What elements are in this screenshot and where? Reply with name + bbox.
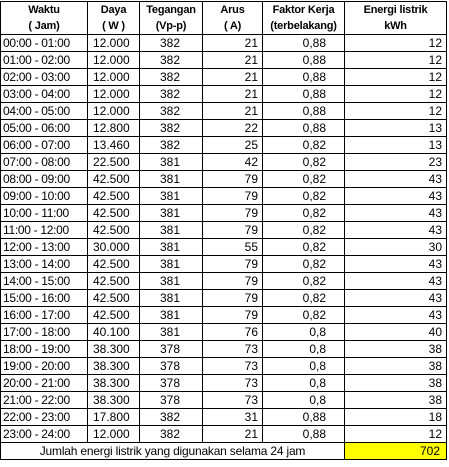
cell-waktu: 01:00 - 02:00	[1, 52, 88, 69]
cell-faktor-kerja: 0,88	[263, 120, 345, 137]
table-row	[1, 52, 447, 69]
cell-arus: 79	[203, 290, 263, 307]
table-row	[1, 154, 447, 171]
cell-tegangan: 382	[140, 103, 203, 120]
cell-daya: 42.500	[88, 290, 140, 307]
cell-energi: 13	[345, 120, 447, 137]
cell-tegangan: 382	[140, 86, 203, 103]
table-row	[1, 239, 447, 256]
cell-waktu: 00:00 - 01:00	[1, 35, 88, 52]
table-row	[1, 171, 447, 188]
cell-daya: 42.500	[88, 171, 140, 188]
cell-faktor-kerja: 0,88	[263, 35, 345, 52]
cell-daya: 42.500	[88, 188, 140, 205]
table-row	[1, 205, 447, 222]
cell-tegangan: 381	[140, 205, 203, 222]
table-row	[1, 324, 447, 341]
cell-arus: 22	[203, 120, 263, 137]
table-row	[1, 307, 447, 324]
header-unit-watt: ( W )	[88, 18, 140, 35]
cell-waktu: 03:00 - 04:00	[1, 86, 88, 103]
table-row	[1, 273, 447, 290]
table-row	[1, 222, 447, 239]
header-unit-terbelakang: (terbelakang)	[263, 18, 345, 35]
cell-faktor-kerja: 0,88	[263, 426, 345, 443]
cell-energi: 30	[345, 239, 447, 256]
cell-arus: 79	[203, 171, 263, 188]
total-row	[1, 443, 447, 460]
cell-tegangan: 382	[140, 35, 203, 52]
table-footer	[1, 443, 447, 460]
table-row	[1, 103, 447, 120]
cell-energi: 38	[345, 341, 447, 358]
table-row	[1, 188, 447, 205]
header-unit-kwh: kWh	[345, 18, 447, 35]
cell-arus: 21	[203, 426, 263, 443]
table-row	[1, 375, 447, 392]
cell-waktu: 17:00 - 18:00	[1, 324, 88, 341]
cell-tegangan: 378	[140, 341, 203, 358]
table-header	[1, 2, 447, 35]
cell-waktu: 08:00 - 09:00	[1, 171, 88, 188]
cell-faktor-kerja: 0,8	[263, 375, 345, 392]
cell-waktu: 05:00 - 06:00	[1, 120, 88, 137]
cell-faktor-kerja: 0,88	[263, 103, 345, 120]
cell-faktor-kerja: 0,8	[263, 341, 345, 358]
cell-arus: 21	[203, 69, 263, 86]
cell-arus: 79	[203, 205, 263, 222]
header-tegangan: Tegangan	[140, 2, 203, 19]
cell-daya: 30.000	[88, 239, 140, 256]
cell-waktu: 21:00 - 22:00	[1, 392, 88, 409]
cell-waktu: 13:00 - 14:00	[1, 256, 88, 273]
cell-arus: 25	[203, 137, 263, 154]
cell-faktor-kerja: 0,88	[263, 52, 345, 69]
cell-arus: 79	[203, 307, 263, 324]
cell-daya: 12.800	[88, 120, 140, 137]
cell-arus: 79	[203, 188, 263, 205]
cell-arus: 31	[203, 409, 263, 426]
header-row-top	[1, 2, 447, 19]
cell-tegangan: 378	[140, 358, 203, 375]
energy-table-container	[0, 1, 447, 460]
cell-tegangan: 381	[140, 188, 203, 205]
cell-waktu: 23:00 - 24:00	[1, 426, 88, 443]
cell-energi: 38	[345, 358, 447, 375]
cell-energi: 12	[345, 35, 447, 52]
cell-waktu: 11:00 - 12:00	[1, 222, 88, 239]
cell-energi: 12	[345, 86, 447, 103]
cell-tegangan: 381	[140, 171, 203, 188]
cell-faktor-kerja: 0,82	[263, 290, 345, 307]
cell-tegangan: 382	[140, 137, 203, 154]
cell-arus: 73	[203, 392, 263, 409]
header-faktor-kerja: Faktor Kerja	[263, 2, 345, 19]
cell-daya: 13.460	[88, 137, 140, 154]
header-unit-vpp: (Vp-p)	[140, 18, 203, 35]
cell-tegangan: 382	[140, 69, 203, 86]
cell-faktor-kerja: 0,88	[263, 86, 345, 103]
cell-faktor-kerja: 0,82	[263, 171, 345, 188]
header-unit-ampere: ( A)	[203, 18, 263, 35]
cell-energi: 40	[345, 324, 447, 341]
cell-daya: 22.500	[88, 154, 140, 171]
cell-waktu: 06:00 - 07:00	[1, 137, 88, 154]
cell-arus: 21	[203, 86, 263, 103]
cell-daya: 12.000	[88, 69, 140, 86]
cell-energi: 12	[345, 69, 447, 86]
table-row	[1, 392, 447, 409]
cell-daya: 38.300	[88, 375, 140, 392]
cell-daya: 38.300	[88, 392, 140, 409]
cell-waktu: 16:00 - 17:00	[1, 307, 88, 324]
cell-daya: 17.800	[88, 409, 140, 426]
cell-daya: 12.000	[88, 35, 140, 52]
cell-arus: 79	[203, 273, 263, 290]
table-row	[1, 69, 447, 86]
cell-waktu: 04:00 - 05:00	[1, 103, 88, 120]
cell-arus: 79	[203, 222, 263, 239]
cell-faktor-kerja: 0,82	[263, 273, 345, 290]
table-row	[1, 35, 447, 52]
cell-waktu: 18:00 - 19:00	[1, 341, 88, 358]
cell-tegangan: 378	[140, 392, 203, 409]
cell-arus: 73	[203, 375, 263, 392]
table-row	[1, 358, 447, 375]
cell-tegangan: 381	[140, 222, 203, 239]
cell-energi: 23	[345, 154, 447, 171]
cell-energi: 43	[345, 222, 447, 239]
table-body	[1, 35, 447, 443]
cell-faktor-kerja: 0,82	[263, 188, 345, 205]
header-arus: Arus	[203, 2, 263, 19]
cell-daya: 12.000	[88, 52, 140, 69]
cell-waktu: 19:00 - 20:00	[1, 358, 88, 375]
table-row	[1, 409, 447, 426]
cell-energi: 38	[345, 392, 447, 409]
cell-waktu: 22:00 - 23:00	[1, 409, 88, 426]
table-row	[1, 256, 447, 273]
cell-arus: 21	[203, 52, 263, 69]
cell-energi: 43	[345, 256, 447, 273]
cell-waktu: 09:00 - 10:00	[1, 188, 88, 205]
cell-tegangan: 381	[140, 307, 203, 324]
cell-tegangan: 381	[140, 290, 203, 307]
cell-tegangan: 382	[140, 52, 203, 69]
cell-daya: 38.300	[88, 358, 140, 375]
cell-tegangan: 382	[140, 409, 203, 426]
cell-energi: 12	[345, 103, 447, 120]
cell-faktor-kerja: 0,82	[263, 239, 345, 256]
table-row	[1, 137, 447, 154]
header-waktu: Waktu	[1, 2, 88, 19]
table-row	[1, 120, 447, 137]
cell-arus: 73	[203, 341, 263, 358]
header-row-units	[1, 18, 447, 35]
cell-daya: 42.500	[88, 256, 140, 273]
total-label: Jumlah energi listrik yang digunakan selama 24 jam	[1, 443, 345, 460]
cell-faktor-kerja: 0,88	[263, 409, 345, 426]
cell-daya: 42.500	[88, 205, 140, 222]
energy-table	[0, 1, 447, 460]
table-row	[1, 426, 447, 443]
cell-energi: 12	[345, 426, 447, 443]
cell-energi: 43	[345, 171, 447, 188]
cell-waktu: 02:00 - 03:00	[1, 69, 88, 86]
cell-tegangan: 381	[140, 256, 203, 273]
cell-energi: 43	[345, 205, 447, 222]
cell-arus: 76	[203, 324, 263, 341]
cell-daya: 38.300	[88, 341, 140, 358]
cell-waktu: 07:00 - 08:00	[1, 154, 88, 171]
header-unit-jam: ( Jam)	[1, 18, 88, 35]
table-row	[1, 290, 447, 307]
cell-waktu: 10:00 - 11:00	[1, 205, 88, 222]
cell-tegangan: 382	[140, 426, 203, 443]
cell-faktor-kerja: 0,82	[263, 222, 345, 239]
cell-faktor-kerja: 0,8	[263, 324, 345, 341]
cell-arus: 21	[203, 35, 263, 52]
cell-faktor-kerja: 0,82	[263, 154, 345, 171]
table-row	[1, 341, 447, 358]
cell-arus: 21	[203, 103, 263, 120]
cell-faktor-kerja: 0,8	[263, 392, 345, 409]
cell-waktu: 15:00 - 16:00	[1, 290, 88, 307]
cell-tegangan: 381	[140, 239, 203, 256]
cell-arus: 79	[203, 256, 263, 273]
cell-tegangan: 381	[140, 324, 203, 341]
cell-tegangan: 382	[140, 120, 203, 137]
cell-arus: 42	[203, 154, 263, 171]
cell-faktor-kerja: 0,82	[263, 307, 345, 324]
cell-arus: 73	[203, 358, 263, 375]
cell-faktor-kerja: 0,82	[263, 256, 345, 273]
cell-daya: 42.500	[88, 222, 140, 239]
table-row	[1, 86, 447, 103]
cell-tegangan: 378	[140, 375, 203, 392]
cell-daya: 40.100	[88, 324, 140, 341]
total-value: 702	[345, 443, 447, 460]
header-energi-listrik: Energi listrik	[345, 2, 447, 19]
cell-tegangan: 381	[140, 273, 203, 290]
cell-faktor-kerja: 0,82	[263, 137, 345, 154]
cell-energi: 43	[345, 273, 447, 290]
cell-waktu: 20:00 - 21:00	[1, 375, 88, 392]
cell-daya: 12.000	[88, 103, 140, 120]
cell-daya: 12.000	[88, 426, 140, 443]
cell-tegangan: 381	[140, 154, 203, 171]
cell-arus: 55	[203, 239, 263, 256]
cell-energi: 13	[345, 137, 447, 154]
cell-waktu: 12:00 - 13:00	[1, 239, 88, 256]
cell-energi: 43	[345, 188, 447, 205]
cell-faktor-kerja: 0,88	[263, 69, 345, 86]
cell-energi: 38	[345, 375, 447, 392]
cell-waktu: 14:00 - 15:00	[1, 273, 88, 290]
cell-energi: 18	[345, 409, 447, 426]
cell-daya: 12.000	[88, 86, 140, 103]
cell-faktor-kerja: 0,82	[263, 205, 345, 222]
cell-energi: 43	[345, 290, 447, 307]
header-daya: Daya	[88, 2, 140, 19]
cell-daya: 42.500	[88, 307, 140, 324]
cell-energi: 43	[345, 307, 447, 324]
cell-faktor-kerja: 0,8	[263, 358, 345, 375]
cell-daya: 42.500	[88, 273, 140, 290]
cell-energi: 12	[345, 52, 447, 69]
